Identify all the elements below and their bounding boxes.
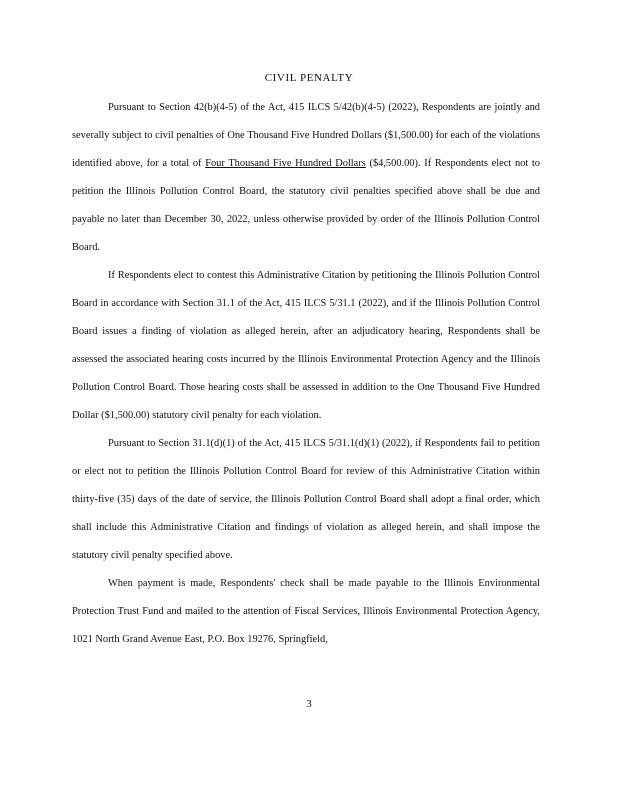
paragraph-civil-penalty-amount	[72, 94, 540, 262]
body-text	[72, 94, 540, 654]
paragraph-payment-instructions: When payment is made, Respondents' check shall be made payable to the Illinois Environmental Protection Trust Fund and mailed to the attention of Fiscal Services, Illinois Environmental Protection Agency, 1021 North Grand Avenue East, P.O. Box 19276, Springfield,	[72, 578, 540, 645]
section-heading: CIVIL PENALTY	[264, 72, 354, 84]
paragraph-1-text-before: Pursuant to Section 42(b)(4-5) of the Act, 415 ILCS 5/42(b)(4-5) (2022), Respondents are jointly and severally subject to civil penalties of One Thousand Five Hundred Dollars ($1,500.00) for each of the violations identified above, for a total of	[72, 102, 540, 169]
paragraph-contest-citation: If Respondents elect to contest this Administrative Citation by petitioning the Illinois Pollution Control Board in accordance with Section 31.1 of the Act, 415 ILCS 5/31.1 (2022), and if the Illinois Pollution Control Board issues a finding of violation as alleged herein, after an adjudicatory hearing, Respondents shall be assessed the associated hearing costs incurred by the Illinois Environmental Protection Agency and the Illinois Pollution Control Board. Those hearing costs shall be assessed in addition to the One Thousand Five Hundred Dollar ($1,500.00) statutory civil penalty for each violation.	[72, 270, 540, 421]
paragraph-1-text-after: ($4,500.00). If Respondents elect not to petition the Illinois Pollution Control Board, the statutory civil penalties specified above shall be due and payable no later than December 30, 2022, unless otherwise provided by order of the Illinois Pollution Control Board.	[72, 158, 540, 253]
paragraph-failure-to-petition: Pursuant to Section 31.1(d)(1) of the Act, 415 ILCS 5/31.1(d)(1) (2022), if Respondents fail to petition or elect not to petition the Illinois Pollution Control Board for review of this Administrative Citation within thirty-five (35) days of the date of service, the Illinois Pollution Control Board shall adopt a final order, which shall include this Administrative Citation and findings of violation as alleged herein, and shall impose the statutory civil penalty specified above.	[72, 438, 540, 561]
page-number: 3	[306, 698, 312, 710]
underlined-total-amount: Four Thousand Five Hundred Dollars	[205, 158, 366, 169]
